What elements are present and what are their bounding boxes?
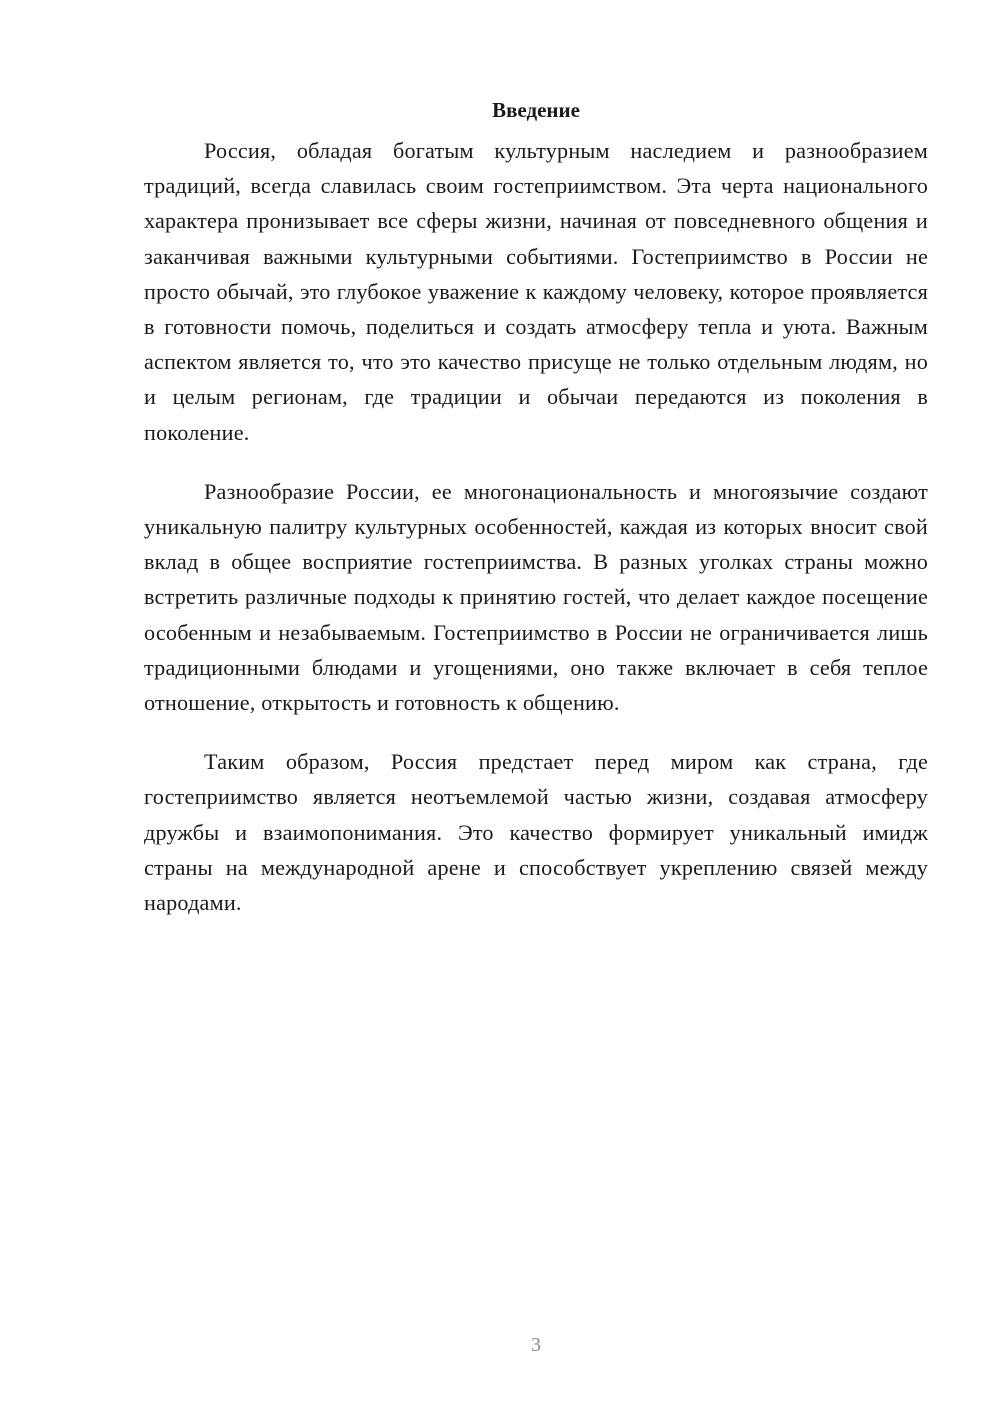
page-content	[144, 92, 928, 944]
section-title: Введение	[492, 98, 580, 122]
paragraph-2: Разнообразие России, ее многонациональность и многоязычие создают уникальную палитру культурных особенностей, каждая из которых вносит свой вклад в общее восприятие гостеприимства. В разных уголках страны можно встретить различные подходы к принятию гостей, что делает каждое посещение особенным и незабываемым. Гостеприимство в России не ограничивается лишь традиционными блюдами и угощениями, оно также включает в себя теплое отношение, открытость и готовность к общению.	[144, 478, 928, 716]
paragraph-1: Россия, обладая богатым культурным наследием и разнообразием традиций, всегда славилась своим гостеприимством. Эта черта национального характера пронизывает все сферы жизни, начиная от повседневного общения и заканчивая важными культурными событиями. Гостеприимство в России не просто обычай, это глубокое уважение к каждому человеку, которое проявляется в готовности помочь, поделиться и создать атмосферу тепла и уюта. Важным аспектом является то, что это качество присуще не только отдельным людям, но и целым регионам, где традиции и обычаи передаются из поколения в поколение.	[144, 138, 928, 445]
paragraph-3: Таким образом, Россия предстает перед миром как страна, где гостеприимство является неотъемлемой частью жизни, создавая атмосферу дружбы и взаимопонимания. Это качество формирует уникальный имидж страны на международной арене и способствует укреплению связей между народами.	[144, 749, 928, 916]
page-number: 3	[531, 1334, 541, 1356]
